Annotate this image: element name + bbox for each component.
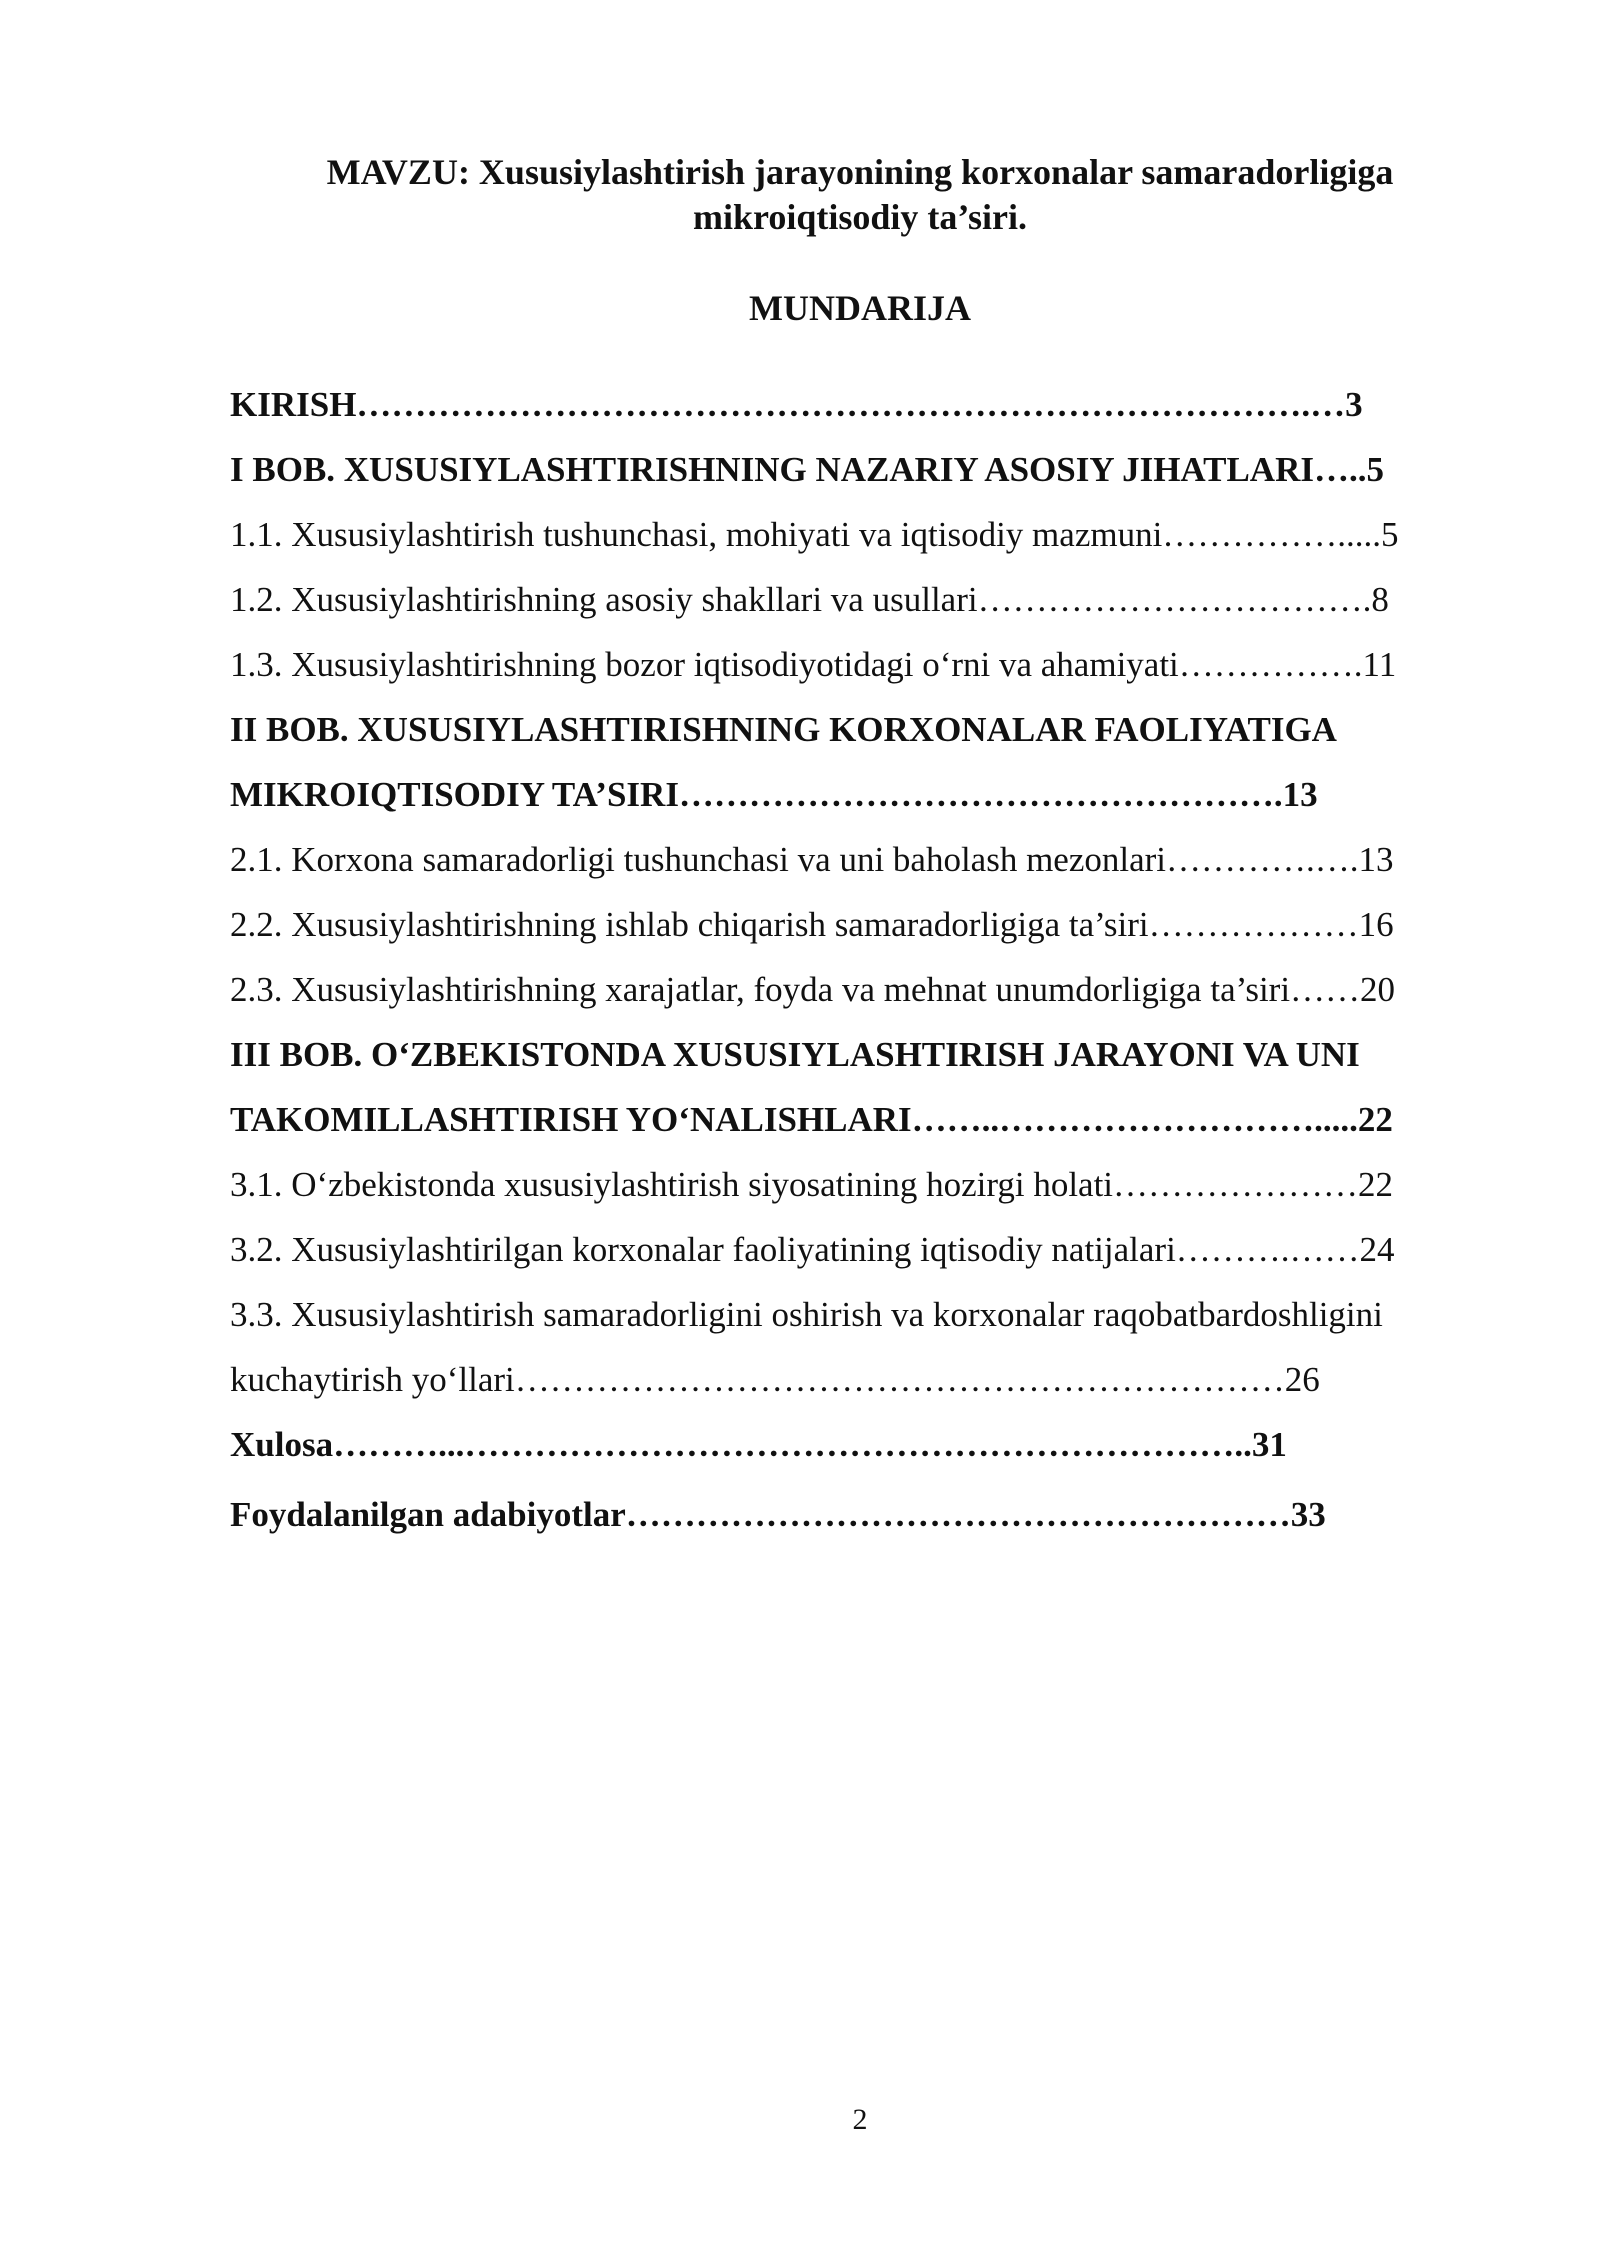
toc-entry-2-1: 2.1. Korxona samaradorligi tushunchasi va uni baholash mezonlari………….….13 [230,840,1394,879]
toc-entry-kirish: KIRISH……………………………………………………………………….…3 [230,385,1363,424]
toc-entry-3-2: 3.2. Xususiylashtirilgan korxonalar faoliyatining iqtisodiy natijalari……….……24 [230,1230,1395,1269]
toc-entry-3-3-line-1: 3.3. Xususiylashtirish samaradorligini oshirish va korxonalar raqobatbardoshligini [230,1295,1383,1334]
toc-entry-2-2: 2.2. Xususiylashtirishning ishlab chiqarish samaradorligiga ta’siri………………16 [230,905,1394,944]
toc-entry-chapter-1: I BOB. XUSUSIYLASHTIRISHNING NAZARIY ASOSIY JIHATLARI…..5 [230,450,1384,489]
toc-entry-references: Foydalanilgan adabiyotlar…………………………………………………33 [230,1495,1326,1534]
page-number: 2 [852,2103,868,2136]
toc-entry-chapter-3-line-1: III BOB. O‘ZBEKISTONDA XUSUSIYLASHTIRISH JARAYONI VA UNI [230,1035,1360,1074]
toc-entry-2-3: 2.3. Xususiylashtirishning xarajatlar, foyda va mehnat unumdorligiga ta’siri……20 [230,970,1396,1009]
table-of-contents [230,372,1492,1547]
toc-entry-1-2: 1.2. Xususiylashtirishning asosiy shakllari va usullari…………………………….8 [230,580,1389,619]
toc-entry-3-1: 3.1. O‘zbekistonda xususiylashtirish siyosatining hozirgi holati…………………22 [230,1165,1394,1204]
toc-heading: MUNDARIJA [749,288,971,328]
toc-entry-1-1: 1.1. Xususiylashtirish tushunchasi, mohiyati va iqtisodiy mazmuni…………….....5 [230,515,1399,554]
toc-entry-xulosa: Xulosa………...…………………………………………………………..31 [230,1425,1287,1464]
document-title [230,150,1490,240]
toc-entry-chapter-2-line-1: II BOB. XUSUSIYLASHTIRISHNING KORXONALAR FAOLIYATIGA [230,710,1337,749]
toc-entry-chapter-3-line-2: TAKOMILLASHTIRISH YO‘NALISHLARI……..……………………….....22 [230,1100,1393,1139]
toc-entry-1-3: 1.3. Xususiylashtirishning bozor iqtisodiyotidagi o‘rni va ahamiyati…………….11 [230,645,1397,684]
title-line-1: MAVZU: Xususiylashtirish jarayonining korxonalar samaradorligiga [326,152,1394,192]
title-line-2: mikroiqtisodiy ta’siri. [692,197,1028,237]
toc-entry-3-3-line-2: kuchaytirish yo‘llari…………………………………………………………26 [230,1360,1320,1399]
toc-entry-chapter-2-line-2: MIKROIQTISODIY TA’SIRI…………………………………………….13 [230,775,1318,814]
